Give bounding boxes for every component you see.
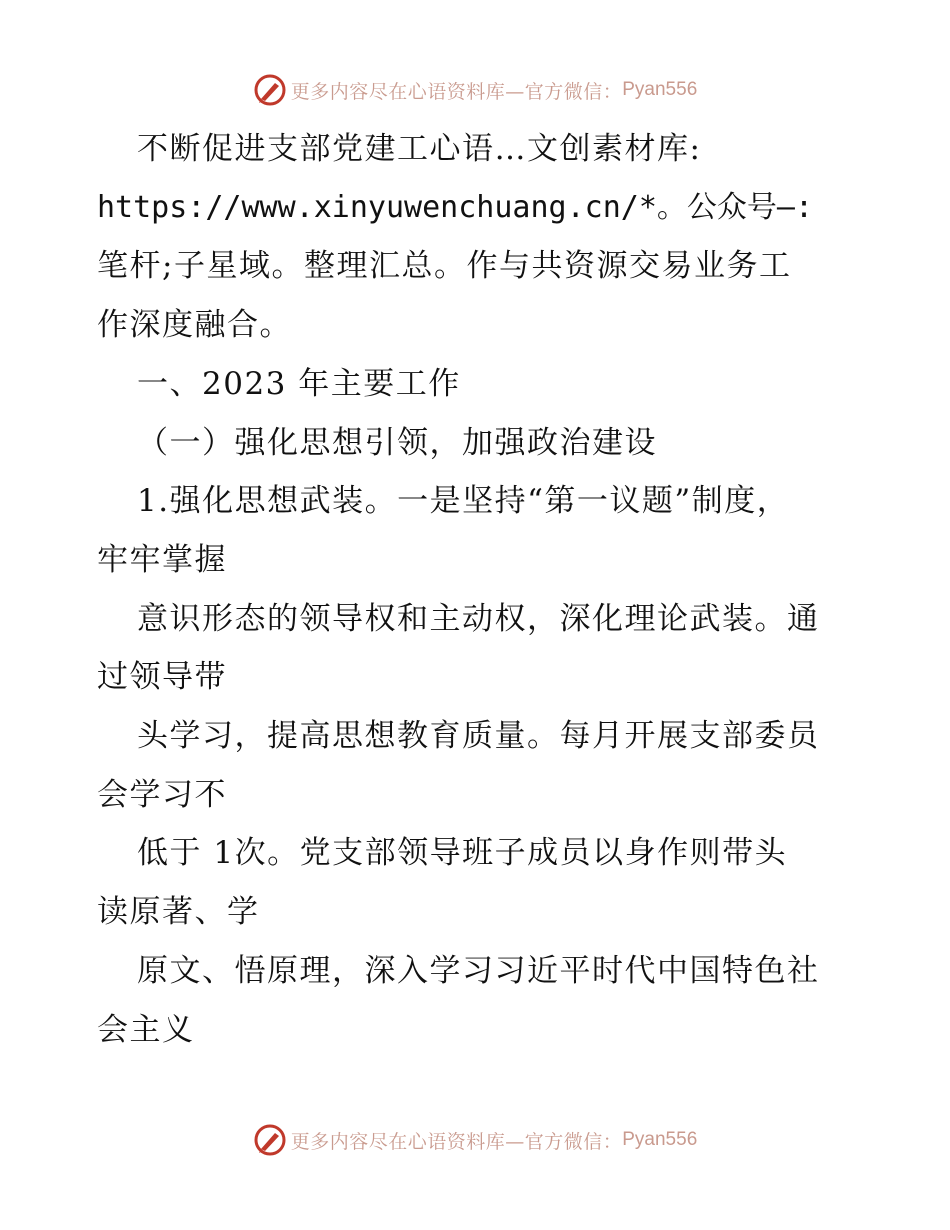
body-line: 1.强化思想武装。一是坚持“第一议题”制度，	[137, 483, 790, 520]
body-line: 会主义	[97, 1011, 195, 1048]
body-line: 作深度融合。	[97, 307, 292, 344]
watermark-text: 更多内容尽在心语资料库—官方微信：	[290, 1130, 623, 1153]
body-line: 笔杆;子星域。整理汇总。作与共资源交易业务工	[97, 248, 792, 285]
watermark-id: Pyan556	[622, 79, 698, 100]
watermark-id: Pyan556	[622, 1129, 698, 1150]
pen-logo-icon	[253, 73, 287, 107]
body-line: 低于 1次。党支部领导班子成员以身作则带头	[137, 835, 788, 872]
body-line: 原文、悟原理，深入学习习近平时代中国特色社	[137, 952, 820, 989]
body-line-url: https://www.xinyuwenchuang.cn/*。公众号—:	[97, 189, 814, 225]
pen-logo-icon	[253, 1123, 287, 1157]
watermark-header	[0, 70, 950, 110]
body-line: 头学习，提高思想教育质量。每月开展支部委员	[137, 718, 820, 755]
body-line: 不断促进支部党建工心语…文创素材库:	[137, 131, 702, 167]
body-line: 读原著、学	[97, 894, 260, 931]
subsection-heading: （一）强化思想引领，加强政治建设	[137, 424, 657, 461]
body-line: 意识形态的领导权和主动权，深化理论武装。通	[137, 600, 820, 637]
document-body	[97, 120, 857, 1059]
watermark-text: 更多内容尽在心语资料库—官方微信：	[290, 80, 623, 103]
section-heading: 一、2023 年主要工作	[137, 365, 461, 402]
body-line: 会学习不	[97, 776, 227, 813]
body-line: 过领导带	[97, 659, 227, 696]
body-line: 牢牢掌握	[97, 541, 227, 578]
watermark-footer	[0, 1120, 950, 1160]
